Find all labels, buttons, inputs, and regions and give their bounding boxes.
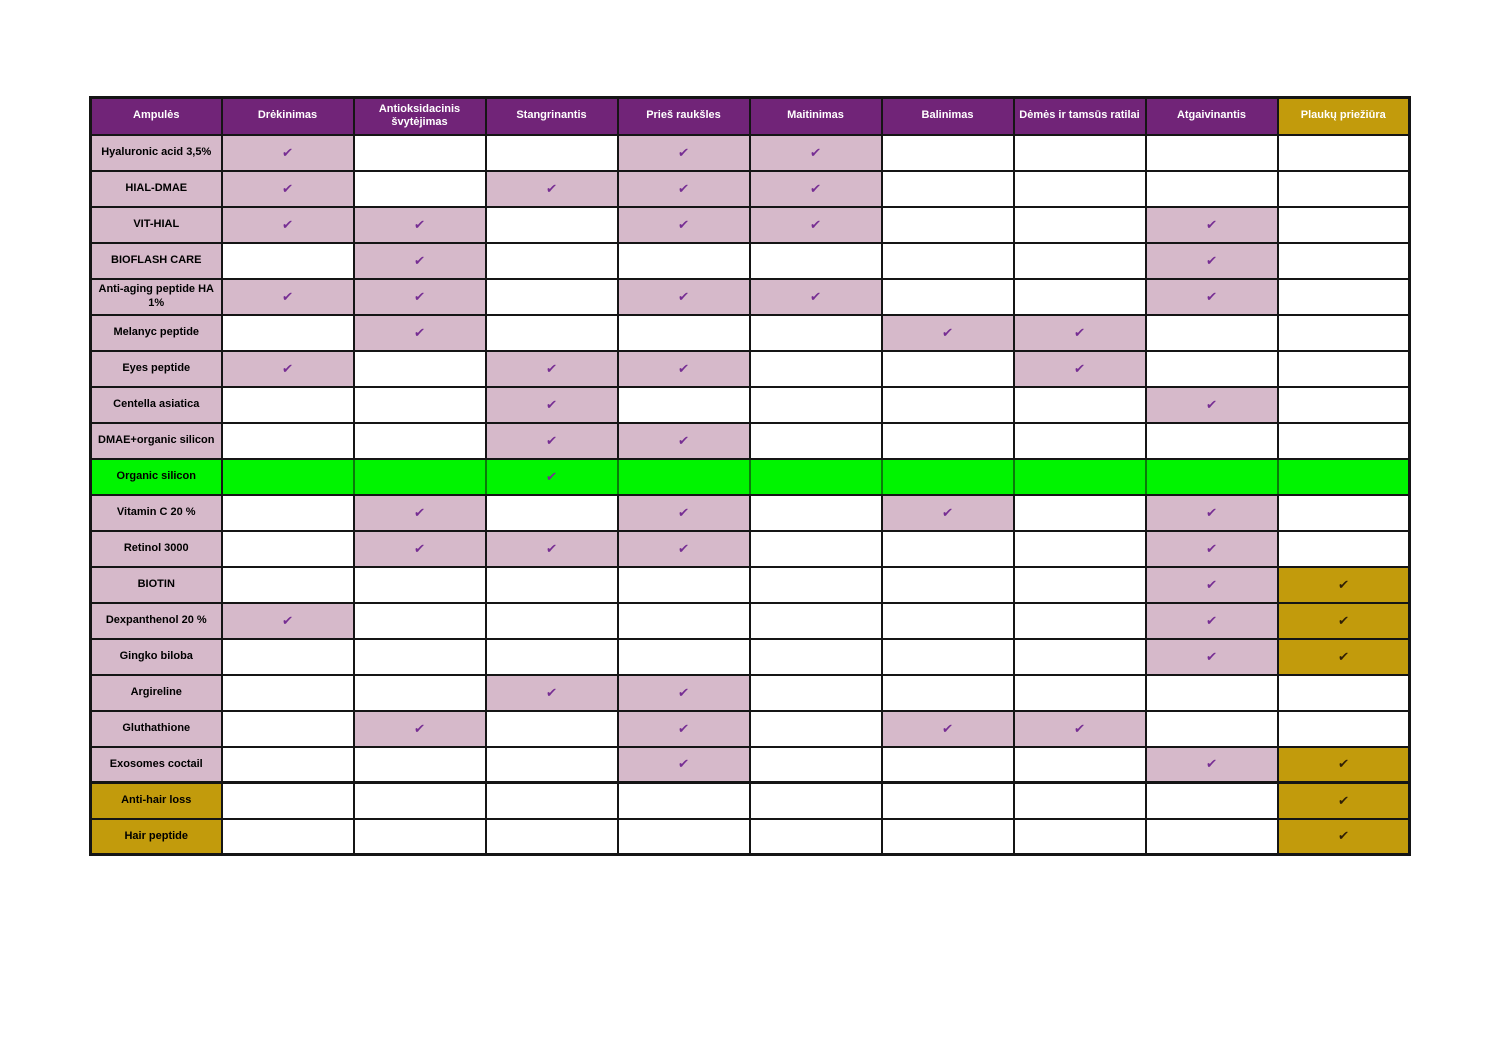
check-cell-empty (750, 567, 882, 603)
check-cell-empty (750, 387, 882, 423)
row-label: VIT-HIAL (91, 207, 222, 243)
check-cell-checked (618, 495, 750, 531)
check-cell-empty (222, 675, 354, 711)
check-cell-empty (1014, 819, 1146, 855)
check-cell-empty (1146, 351, 1278, 387)
check-icon: ✔ (281, 613, 294, 629)
check-cell-empty (882, 459, 1014, 495)
check-cell-empty (882, 279, 1014, 315)
check-cell-empty (882, 171, 1014, 207)
row-label: Organic silicon (91, 459, 222, 495)
check-cell-empty (486, 603, 618, 639)
check-cell-empty (1278, 459, 1410, 495)
check-cell-empty (1146, 819, 1278, 855)
row-label: Gingko biloba (91, 639, 222, 675)
table-row-bioflash-care (91, 243, 1410, 279)
check-cell-checked (486, 351, 618, 387)
check-icon: ✔ (545, 181, 558, 197)
column-header-stangrinantis: Stangrinantis (486, 98, 618, 135)
check-cell-empty (882, 207, 1014, 243)
check-cell-checked (354, 531, 486, 567)
check-icon: ✔ (281, 217, 294, 233)
check-cell-empty (354, 423, 486, 459)
check-cell-empty (486, 711, 618, 747)
table-row-anti-aging-peptide-ha-1 (91, 279, 1410, 315)
check-cell-empty (222, 423, 354, 459)
check-icon: ✔ (809, 181, 822, 197)
check-cell-checked (486, 531, 618, 567)
check-cell-empty (1014, 243, 1146, 279)
check-cell-checked (750, 171, 882, 207)
check-cell-empty (882, 423, 1014, 459)
check-icon: ✔ (1205, 289, 1218, 305)
row-label: BIOFLASH CARE (91, 243, 222, 279)
table-row-eyes-peptide (91, 351, 1410, 387)
check-icon: ✔ (1205, 577, 1218, 593)
check-cell-empty (222, 315, 354, 351)
check-icon: ✔ (281, 145, 294, 161)
check-icon: ✔ (413, 541, 426, 557)
check-icon: ✔ (1073, 361, 1086, 377)
check-cell-empty (1146, 315, 1278, 351)
check-icon: ✔ (1337, 649, 1350, 665)
check-cell-empty (618, 315, 750, 351)
table-row-biotin (91, 567, 1410, 603)
check-cell-checked (486, 675, 618, 711)
table-row-anti-hair-loss (91, 783, 1410, 819)
check-cell-empty (486, 783, 618, 819)
check-cell-empty (750, 783, 882, 819)
check-cell-checked (618, 423, 750, 459)
check-icon: ✔ (1337, 613, 1350, 629)
check-cell-checked (1278, 747, 1410, 783)
check-icon: ✔ (413, 505, 426, 521)
check-icon: ✔ (1205, 217, 1218, 233)
check-cell-checked (354, 279, 486, 315)
check-cell-empty (750, 495, 882, 531)
check-cell-checked (882, 315, 1014, 351)
check-cell-checked (1278, 603, 1410, 639)
check-cell-empty (1278, 243, 1410, 279)
check-cell-checked (618, 711, 750, 747)
check-icon: ✔ (677, 721, 690, 737)
check-cell-checked (618, 171, 750, 207)
check-cell-checked (354, 711, 486, 747)
check-cell-checked (1014, 711, 1146, 747)
check-cell-empty (750, 747, 882, 783)
check-icon: ✔ (545, 685, 558, 701)
check-cell-empty (486, 207, 618, 243)
check-icon: ✔ (1337, 829, 1350, 845)
check-cell-checked (354, 495, 486, 531)
row-label: Argireline (91, 675, 222, 711)
check-icon: ✔ (677, 217, 690, 233)
check-icon: ✔ (1073, 325, 1086, 341)
table-row-exosomes-coctail (91, 747, 1410, 783)
check-icon: ✔ (413, 289, 426, 305)
check-cell-empty (1014, 603, 1146, 639)
check-cell-empty (222, 495, 354, 531)
row-label: Exosomes coctail (91, 747, 222, 783)
check-cell-empty (1014, 747, 1146, 783)
check-cell-empty (882, 567, 1014, 603)
check-cell-empty (222, 639, 354, 675)
check-cell-empty (486, 639, 618, 675)
column-header-antioksidacinis-vyt-jimas: Antioksidacinis švytėjimas (354, 98, 486, 135)
check-cell-empty (486, 279, 618, 315)
table-row-retinol-3000 (91, 531, 1410, 567)
check-cell-checked (1146, 531, 1278, 567)
check-cell-empty (486, 495, 618, 531)
check-cell-empty (1278, 495, 1410, 531)
row-label: Hyaluronic acid 3,5% (91, 135, 222, 171)
row-label: Hair peptide (91, 819, 222, 855)
check-cell-checked (1146, 387, 1278, 423)
check-cell-empty (354, 603, 486, 639)
check-icon: ✔ (941, 505, 954, 521)
check-cell-checked (222, 279, 354, 315)
check-icon: ✔ (281, 361, 294, 377)
check-cell-empty (618, 243, 750, 279)
row-label: Retinol 3000 (91, 531, 222, 567)
check-cell-empty (354, 783, 486, 819)
check-icon: ✔ (1337, 577, 1350, 593)
check-cell-checked (354, 315, 486, 351)
table-row-hair-peptide (91, 819, 1410, 855)
column-header-prie-rauk-les: Prieš raukšles (618, 98, 750, 135)
check-cell-empty (618, 603, 750, 639)
row-label: Anti-aging peptide HA 1% (91, 279, 222, 315)
check-icon: ✔ (545, 397, 558, 413)
check-cell-checked (882, 495, 1014, 531)
table-header (91, 98, 1410, 135)
check-cell-checked (1146, 639, 1278, 675)
check-cell-empty (750, 711, 882, 747)
check-cell-empty (1146, 423, 1278, 459)
check-icon: ✔ (1205, 757, 1218, 773)
column-header-balinimas: Balinimas (882, 98, 1014, 135)
check-icon: ✔ (545, 541, 558, 557)
check-cell-checked (354, 207, 486, 243)
check-icon: ✔ (413, 325, 426, 341)
check-icon: ✔ (809, 217, 822, 233)
row-label: Dexpanthenol 20 % (91, 603, 222, 639)
check-cell-empty (618, 387, 750, 423)
check-icon: ✔ (545, 433, 558, 449)
check-cell-empty (222, 711, 354, 747)
check-cell-empty (1278, 171, 1410, 207)
check-cell-checked (750, 135, 882, 171)
check-cell-checked (222, 135, 354, 171)
check-cell-checked (618, 675, 750, 711)
check-cell-empty (1278, 135, 1410, 171)
check-cell-empty (1014, 279, 1146, 315)
table-row-hial-dmae (91, 171, 1410, 207)
check-cell-empty (882, 783, 1014, 819)
check-icon: ✔ (413, 253, 426, 269)
check-cell-empty (222, 459, 354, 495)
check-cell-empty (354, 387, 486, 423)
check-cell-checked (618, 207, 750, 243)
check-cell-empty (618, 567, 750, 603)
check-cell-empty (1014, 495, 1146, 531)
check-cell-empty (354, 135, 486, 171)
table-row-vit-hial (91, 207, 1410, 243)
check-cell-checked (1278, 567, 1410, 603)
check-cell-empty (1014, 567, 1146, 603)
table-row-organic-silicon (91, 459, 1410, 495)
check-cell-checked (618, 135, 750, 171)
table-body (91, 135, 1410, 855)
check-cell-empty (618, 783, 750, 819)
check-cell-empty (354, 171, 486, 207)
check-cell-checked (1278, 783, 1410, 819)
check-cell-empty (882, 243, 1014, 279)
column-header-plauk-prie-i-ra: Plaukų priežiūra (1278, 98, 1410, 135)
check-cell-empty (1014, 387, 1146, 423)
table-row-dmae-organic-silicon (91, 423, 1410, 459)
check-cell-empty (750, 243, 882, 279)
check-cell-empty (222, 567, 354, 603)
check-icon: ✔ (677, 433, 690, 449)
check-icon: ✔ (677, 757, 690, 773)
check-cell-checked (1146, 243, 1278, 279)
check-icon: ✔ (1073, 721, 1086, 737)
check-icon: ✔ (677, 541, 690, 557)
check-cell-empty (486, 747, 618, 783)
check-cell-checked (222, 171, 354, 207)
check-cell-empty (1278, 351, 1410, 387)
check-icon: ✔ (1205, 613, 1218, 629)
check-cell-empty (222, 531, 354, 567)
check-icon: ✔ (677, 145, 690, 161)
check-cell-empty (882, 639, 1014, 675)
check-cell-checked (882, 711, 1014, 747)
check-cell-checked (1146, 747, 1278, 783)
check-cell-empty (222, 243, 354, 279)
check-cell-empty (1278, 207, 1410, 243)
check-cell-empty (882, 747, 1014, 783)
ampoules-comparison-table (89, 96, 1411, 856)
check-cell-checked (486, 171, 618, 207)
check-cell-empty (1278, 711, 1410, 747)
row-label: Anti-hair loss (91, 783, 222, 819)
check-cell-empty (1146, 675, 1278, 711)
check-cell-empty (1014, 459, 1146, 495)
check-cell-checked (1278, 639, 1410, 675)
check-icon: ✔ (281, 181, 294, 197)
check-cell-empty (750, 459, 882, 495)
check-cell-empty (222, 747, 354, 783)
table-header-row (91, 98, 1410, 135)
table-row-gingko-biloba (91, 639, 1410, 675)
check-cell-checked (618, 279, 750, 315)
check-cell-checked (618, 351, 750, 387)
check-cell-empty (1014, 783, 1146, 819)
check-cell-checked (1146, 603, 1278, 639)
check-cell-empty (618, 819, 750, 855)
check-cell-checked (222, 603, 354, 639)
check-cell-empty (1014, 639, 1146, 675)
check-cell-checked (1278, 819, 1410, 855)
check-cell-empty (1146, 135, 1278, 171)
row-label: HIAL-DMAE (91, 171, 222, 207)
check-icon: ✔ (281, 289, 294, 305)
check-cell-empty (222, 783, 354, 819)
check-cell-empty (486, 243, 618, 279)
check-cell-checked (1014, 351, 1146, 387)
check-icon: ✔ (1337, 793, 1350, 809)
check-cell-checked (222, 207, 354, 243)
check-cell-empty (1278, 531, 1410, 567)
check-cell-empty (882, 387, 1014, 423)
check-icon: ✔ (1205, 649, 1218, 665)
check-cell-checked (1146, 567, 1278, 603)
check-cell-empty (1278, 675, 1410, 711)
check-icon: ✔ (677, 361, 690, 377)
check-cell-checked (1146, 495, 1278, 531)
check-cell-empty (354, 567, 486, 603)
check-cell-empty (882, 819, 1014, 855)
table-row-hyaluronic-acid-3-5 (91, 135, 1410, 171)
check-cell-checked (1146, 279, 1278, 315)
check-icon: ✔ (677, 181, 690, 197)
check-cell-checked (618, 531, 750, 567)
check-cell-empty (750, 351, 882, 387)
check-cell-empty (1014, 423, 1146, 459)
check-cell-checked (222, 351, 354, 387)
table-row-vitamin-c-20 (91, 495, 1410, 531)
check-cell-checked (750, 207, 882, 243)
column-header-dr-kinimas: Drėkinimas (222, 98, 354, 135)
check-icon: ✔ (413, 721, 426, 737)
check-cell-empty (486, 567, 618, 603)
check-cell-empty (486, 819, 618, 855)
check-cell-empty (750, 423, 882, 459)
check-icon: ✔ (545, 361, 558, 377)
check-icon: ✔ (809, 145, 822, 161)
check-cell-empty (1146, 711, 1278, 747)
column-header-ampul-s: Ampulės (91, 98, 222, 135)
check-icon: ✔ (677, 685, 690, 701)
check-icon: ✔ (809, 289, 822, 305)
table-row-dexpanthenol-20 (91, 603, 1410, 639)
check-icon: ✔ (1205, 541, 1218, 557)
check-icon: ✔ (1337, 757, 1350, 773)
check-cell-empty (882, 135, 1014, 171)
check-icon: ✔ (413, 217, 426, 233)
column-header-maitinimas: Maitinimas (750, 98, 882, 135)
check-cell-checked (1146, 207, 1278, 243)
check-cell-empty (354, 675, 486, 711)
row-label: Eyes peptide (91, 351, 222, 387)
table-row-argireline (91, 675, 1410, 711)
check-icon: ✔ (941, 721, 954, 737)
check-cell-empty (618, 459, 750, 495)
check-cell-empty (882, 675, 1014, 711)
check-cell-empty (882, 351, 1014, 387)
check-cell-empty (750, 675, 882, 711)
check-cell-empty (618, 639, 750, 675)
row-label: BIOTIN (91, 567, 222, 603)
check-cell-empty (354, 351, 486, 387)
row-label: DMAE+organic silicon (91, 423, 222, 459)
check-cell-empty (354, 639, 486, 675)
check-cell-checked (486, 459, 618, 495)
check-cell-empty (1014, 207, 1146, 243)
check-cell-empty (1278, 387, 1410, 423)
check-cell-empty (486, 135, 618, 171)
check-cell-checked (618, 747, 750, 783)
check-cell-empty (750, 819, 882, 855)
check-cell-empty (1014, 171, 1146, 207)
check-cell-empty (1278, 423, 1410, 459)
check-cell-checked (486, 423, 618, 459)
check-cell-empty (222, 819, 354, 855)
check-cell-empty (354, 747, 486, 783)
check-cell-empty (1146, 459, 1278, 495)
check-cell-empty (1146, 171, 1278, 207)
row-label: Melanyc peptide (91, 315, 222, 351)
check-cell-empty (750, 315, 882, 351)
check-cell-empty (1146, 783, 1278, 819)
check-icon: ✔ (1205, 253, 1218, 269)
check-cell-empty (750, 639, 882, 675)
check-cell-empty (1014, 675, 1146, 711)
check-cell-empty (750, 603, 882, 639)
check-cell-empty (222, 387, 354, 423)
check-cell-empty (354, 459, 486, 495)
check-cell-checked (486, 387, 618, 423)
check-cell-empty (750, 531, 882, 567)
check-cell-empty (882, 531, 1014, 567)
check-icon: ✔ (1205, 505, 1218, 521)
check-cell-checked (1014, 315, 1146, 351)
check-cell-empty (1278, 279, 1410, 315)
check-cell-empty (1014, 531, 1146, 567)
check-cell-empty (486, 315, 618, 351)
row-label: Vitamin C 20 % (91, 495, 222, 531)
check-icon: ✔ (677, 289, 690, 305)
check-cell-empty (1014, 135, 1146, 171)
check-cell-empty (1278, 315, 1410, 351)
table-row-melanyc-peptide (91, 315, 1410, 351)
row-label: Gluthathione (91, 711, 222, 747)
check-cell-checked (750, 279, 882, 315)
check-icon: ✔ (545, 469, 558, 485)
row-label: Centella asiatica (91, 387, 222, 423)
table-row-centella-asiatica (91, 387, 1410, 423)
column-header-atgaivinantis: Atgaivinantis (1146, 98, 1278, 135)
check-cell-empty (882, 603, 1014, 639)
check-cell-checked (354, 243, 486, 279)
check-icon: ✔ (677, 505, 690, 521)
check-icon: ✔ (941, 325, 954, 341)
check-cell-empty (354, 819, 486, 855)
table-row-gluthathione (91, 711, 1410, 747)
column-header-d-m-s-ir-tams-s-ratilai: Dėmės ir tamsūs ratilai (1014, 98, 1146, 135)
check-icon: ✔ (1205, 397, 1218, 413)
